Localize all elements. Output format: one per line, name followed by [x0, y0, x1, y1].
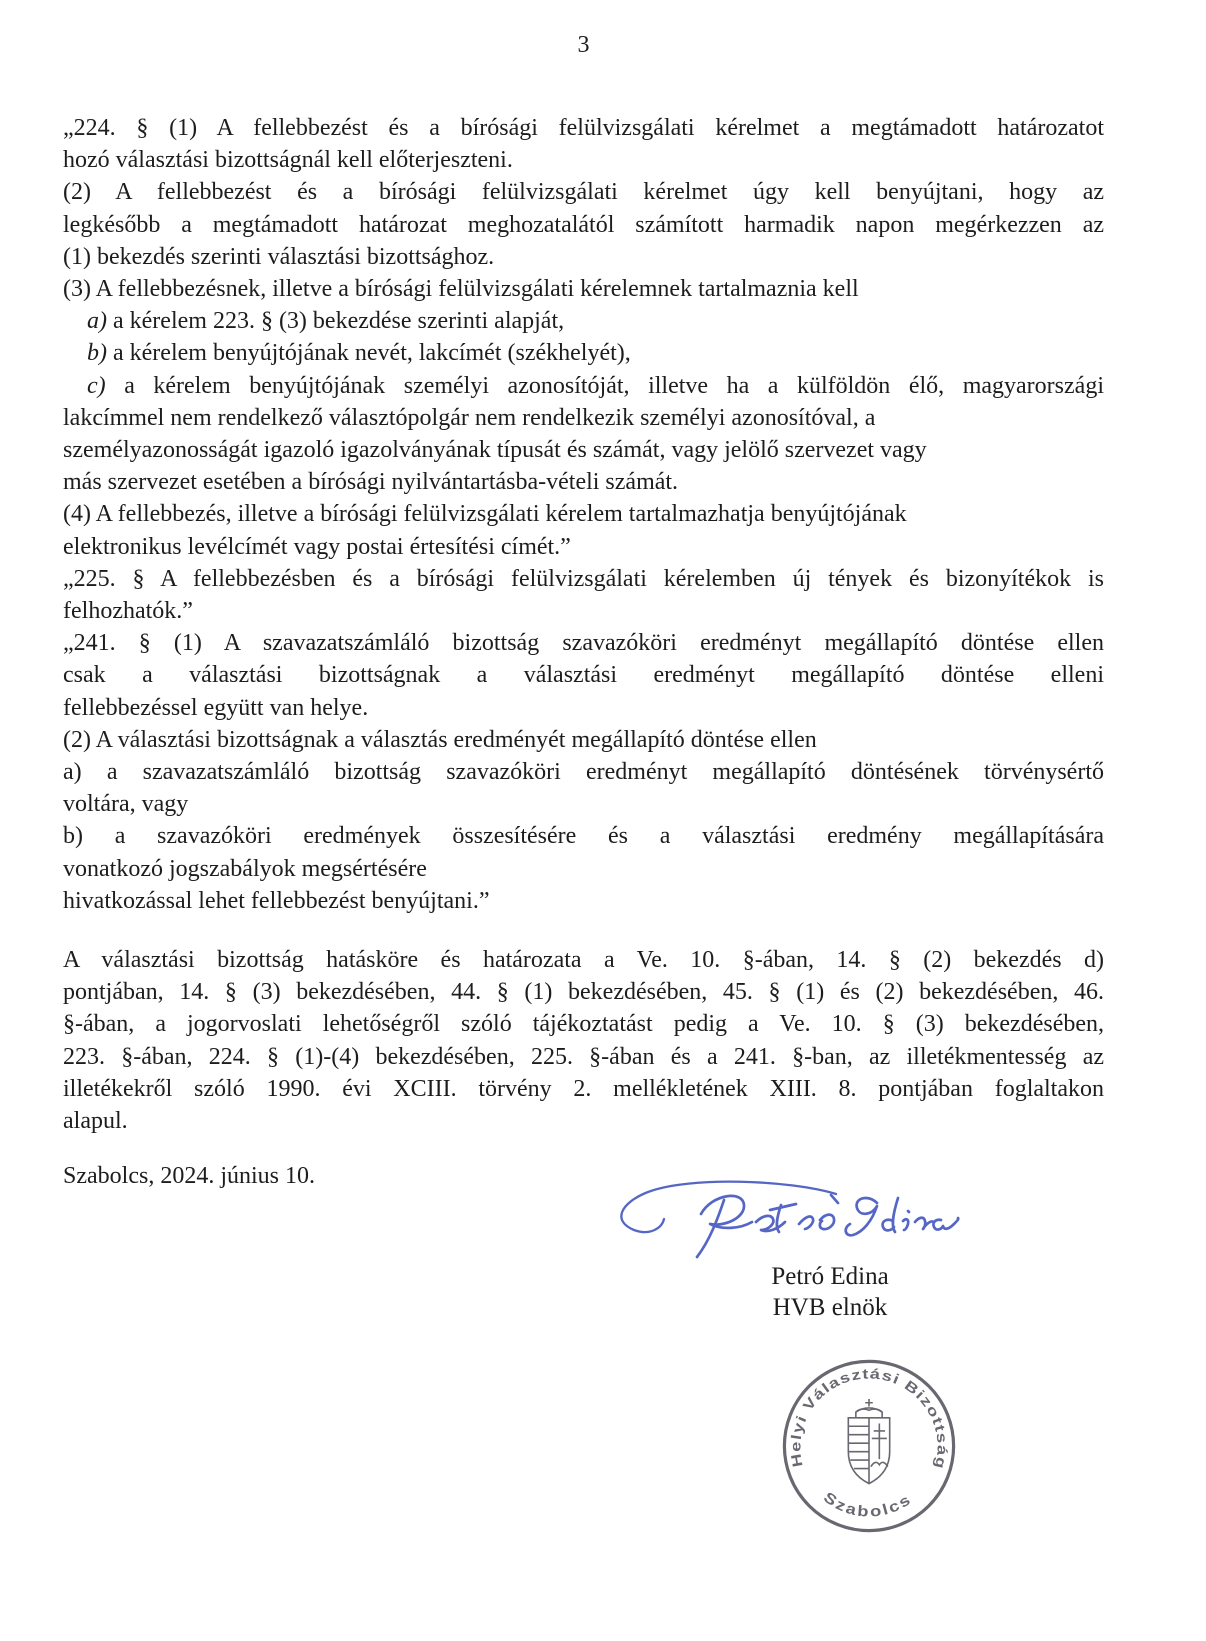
- text-line: legkésőbb a megtámadott határozat meghozatalától számított harmadik napon megérkezzen az: [63, 211, 1104, 238]
- text-line: hivatkozással lehet fellebbezést benyújtani.”: [63, 887, 490, 914]
- text-line: (2) A választási bizottságnak a választás eredményét megállapító döntése ellen: [63, 726, 817, 753]
- text-line: személyazonosságát igazoló igazolványának típusát és számát, vagy jelölő szervezet vagy: [63, 437, 927, 464]
- text-line: a) a szavazatszámláló bizottság szavazóköri eredményt megállapító döntésének törvénysértő: [63, 759, 1104, 786]
- text-line: c) a kérelem benyújtójának személyi azonosítóját, illetve ha a külföldön élő, magyarországi: [87, 372, 1104, 399]
- text-line: fellebbezéssel együtt van helye.: [63, 694, 369, 721]
- text-line: §-ában, a jogorvoslati lehetőségről szóló tájékoztatást pedig a Ve. 10. § (3) bekezdésében,: [63, 1011, 1104, 1038]
- text-line: hozó választási bizottságnál kell előterjeszteni.: [63, 147, 513, 174]
- signatory-block: [680, 1261, 980, 1323]
- text-line: elektronikus levélcímét vagy postai értesítési címét.”: [63, 533, 571, 560]
- closing-paragraph: [63, 944, 1104, 1137]
- text-line: (2) A fellebbezést és a bírósági felülvizsgálati kérelmet úgy kell benyújtani, hogy az: [63, 179, 1104, 206]
- signatory-title: HVB elnök: [772, 1294, 888, 1321]
- text-line: lakcímmel nem rendelkező választópolgár nem rendelkezik személyi azonosítóval, a: [63, 404, 876, 431]
- text-line: „224. § (1) A fellebbezést és a bírósági felülvizsgálati kérelmet a megtámadott határozatot: [63, 115, 1104, 141]
- text-line: (4) A fellebbezés, illetve a bírósági felülvizsgálati kérelem tartalmazhatja benyújtójának: [63, 501, 907, 528]
- stamp-top-text: Helyi Választási Bizottság: [787, 1365, 951, 1469]
- text-line: (1) bekezdés szerinti választási bizottsághoz.: [63, 243, 495, 270]
- signatory-name: Petró Edina: [771, 1263, 889, 1290]
- text-line: b) a kérelem benyújtójának nevét, lakcímét (székhelyét),: [87, 340, 631, 367]
- text-line: a) a kérelem 223. § (3) bekezdése szerinti alapját,: [87, 308, 565, 335]
- text-line: „225. § A fellebbezésben és a bírósági felülvizsgálati kérelemben új tények és bizonyítékok is: [63, 565, 1104, 592]
- coat-of-arms-icon: [848, 1399, 889, 1484]
- text-line: „241. § (1) A szavazatszámláló bizottság szavazóköri eredményt megállapító döntése ellen: [63, 630, 1104, 657]
- text-line: vonatkozó jogszabályok megsértésére: [63, 855, 427, 882]
- text-line: voltára, vagy: [63, 791, 189, 818]
- signature-handwriting: [600, 1178, 960, 1263]
- text-line: pontjában, 14. § (3) bekezdésében, 44. § (1) bekezdésében, 45. § (1) és (2) bekezdésében, 46.: [63, 979, 1104, 1006]
- text-line: b) a szavazóköri eredmények összesítésére és a választási eredmény megállapítására: [63, 823, 1104, 850]
- stamp-bottom-text: Szabolcs: [820, 1488, 914, 1521]
- text-line: A választási bizottság hatásköre és határozata a Ve. 10. §-ában, 14. § (2) bekezdés d): [63, 947, 1104, 973]
- text-line: illetékekről szóló 1990. évi XCIII. törvény 2. mellékletének XIII. 8. pontjában foglaltakon: [63, 1075, 1104, 1102]
- date-line: Szabolcs, 2024. június 10.: [63, 1163, 315, 1189]
- text-line: (3) A fellebbezésnek, illetve a bírósági felülvizsgálati kérelemnek tartalmaznia kell: [63, 276, 859, 303]
- text-line: más szervezet esetében a bírósági nyilvántartásba-vételi számát.: [63, 469, 679, 496]
- body-paragraphs: [63, 112, 1104, 917]
- text-line: felhozhatók.”: [63, 598, 193, 625]
- page-number: 3: [577, 32, 590, 58]
- svg-text:Szabolcs: [820, 1489, 915, 1521]
- text-line: alapul.: [63, 1108, 128, 1135]
- text-line: csak a választási bizottságnak a választási eredményt megállapító döntése elleni: [63, 662, 1104, 689]
- official-stamp: [775, 1352, 963, 1540]
- text-line: 223. §-ában, 224. § (1)-(4) bekezdésében, 225. §-ában és a 241. §-ban, az illetékmentesség az: [63, 1043, 1104, 1070]
